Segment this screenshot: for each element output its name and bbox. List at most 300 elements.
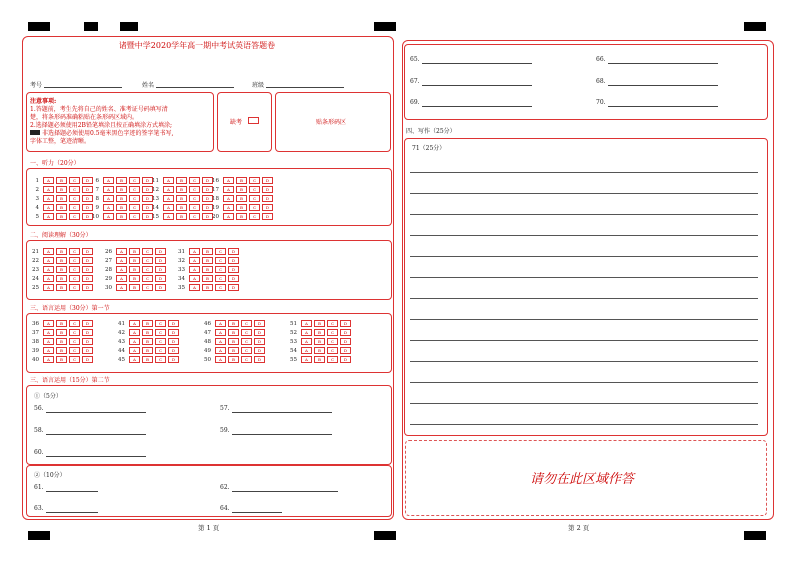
question-number: 7 (95, 187, 99, 193)
answer-line[interactable] (608, 63, 668, 64)
option-bubble-a[interactable]: A (129, 338, 140, 345)
writing-line[interactable] (410, 424, 758, 425)
option-bubble-c[interactable]: C (327, 338, 338, 345)
writing-line[interactable] (410, 340, 758, 341)
option-bubble-b[interactable]: B (202, 266, 213, 273)
answer-line-63[interactable] (46, 512, 98, 513)
option-bubble-d[interactable]: D (262, 195, 273, 202)
option-bubble-d[interactable]: D (82, 320, 93, 327)
option-bubble-b[interactable]: B (176, 195, 187, 202)
section-writing-title: 四、写作（25分） (406, 128, 456, 135)
answer-line[interactable] (422, 63, 482, 64)
option-bubble-d[interactable]: D (202, 195, 213, 202)
option-bubble-d[interactable]: D (254, 320, 265, 327)
option-bubble-b[interactable]: B (129, 275, 140, 282)
option-bubble-c[interactable]: C (129, 204, 140, 211)
option-bubble-d[interactable]: D (155, 248, 166, 255)
alignment-mark (84, 22, 98, 31)
option-bubble-c[interactable]: C (69, 338, 80, 345)
writing-item-label: 71（25分） (412, 145, 446, 152)
option-bubble-a[interactable]: A (223, 195, 234, 202)
option-bubble-c[interactable]: C (155, 347, 166, 354)
writing-line[interactable] (410, 361, 758, 362)
option-bubble-d[interactable]: D (155, 257, 166, 264)
option-bubble-b[interactable]: B (314, 320, 325, 327)
option-bubble-d[interactable]: D (82, 275, 93, 282)
option-bubble-a[interactable]: A (129, 356, 140, 363)
option-bubble-b[interactable]: B (314, 347, 325, 354)
question-row-54 (288, 347, 353, 354)
question-number: 19 (212, 205, 219, 211)
option-bubble-d[interactable]: D (262, 177, 273, 184)
option-bubble-c[interactable]: C (129, 177, 140, 184)
option-bubble-b[interactable]: B (202, 275, 213, 282)
option-bubble-b[interactable]: B (228, 347, 239, 354)
option-bubble-d[interactable]: D (168, 356, 179, 363)
option-bubble-a[interactable]: A (223, 204, 234, 211)
option-bubble-a[interactable]: A (43, 284, 54, 291)
option-bubble-d[interactable]: D (168, 347, 179, 354)
option-bubble-c[interactable]: C (69, 284, 80, 291)
option-bubble-d[interactable]: D (82, 329, 93, 336)
writing-line[interactable] (410, 172, 758, 173)
option-bubble-b[interactable]: B (56, 204, 67, 211)
option-bubble-b[interactable]: B (142, 356, 153, 363)
option-bubble-b[interactable]: B (56, 177, 67, 184)
option-bubble-c[interactable]: C (155, 338, 166, 345)
option-bubble-a[interactable]: A (163, 186, 174, 193)
fill-item-number: 57. (220, 405, 230, 412)
option-bubble-a[interactable]: A (103, 195, 114, 202)
option-bubble-a[interactable]: A (43, 329, 54, 336)
answer-line[interactable] (422, 85, 482, 86)
option-bubble-b[interactable]: B (202, 257, 213, 264)
option-bubble-d[interactable]: D (254, 356, 265, 363)
option-bubble-b[interactable]: B (142, 320, 153, 327)
writing-line[interactable] (410, 214, 758, 215)
option-bubble-d[interactable]: D (202, 204, 213, 211)
option-bubble-b[interactable]: B (116, 186, 127, 193)
option-bubble-d[interactable]: D (82, 186, 93, 193)
option-bubble-a[interactable]: A (116, 275, 127, 282)
subpart-2-label: ②（10分） (34, 472, 66, 479)
option-bubble-b[interactable]: B (56, 320, 67, 327)
question-number: 18 (212, 196, 219, 202)
option-bubble-c[interactable]: C (215, 275, 226, 282)
option-bubble-d[interactable]: D (82, 347, 93, 354)
answer-line[interactable] (480, 63, 532, 64)
option-bubble-b[interactable]: B (228, 320, 239, 327)
option-bubble-c[interactable]: C (129, 195, 140, 202)
option-bubble-c[interactable]: C (69, 195, 80, 202)
question-row-15 (150, 213, 215, 220)
field-label-class: 班级 (252, 82, 265, 89)
option-bubble-a[interactable]: A (129, 320, 140, 327)
option-bubble-c[interactable]: C (69, 213, 80, 220)
question-row-12 (150, 186, 215, 193)
option-bubble-b[interactable]: B (236, 195, 247, 202)
option-bubble-b[interactable]: B (176, 186, 187, 193)
option-bubble-a[interactable]: A (103, 186, 114, 193)
option-bubble-a[interactable]: A (163, 177, 174, 184)
option-bubble-a[interactable]: A (163, 195, 174, 202)
option-bubble-c[interactable]: C (155, 356, 166, 363)
option-bubble-c[interactable]: C (249, 204, 260, 211)
option-bubble-b[interactable]: B (56, 266, 67, 273)
option-bubble-c[interactable]: C (189, 186, 200, 193)
option-bubble-d[interactable]: D (340, 347, 351, 354)
question-number: 26 (105, 249, 112, 255)
option-bubble-d[interactable]: D (155, 275, 166, 282)
option-bubble-d[interactable]: D (228, 284, 239, 291)
option-bubble-a[interactable]: A (215, 347, 226, 354)
option-bubble-a[interactable]: A (43, 213, 54, 220)
option-bubble-b[interactable]: B (228, 338, 239, 345)
option-bubble-a[interactable]: A (215, 320, 226, 327)
answer-line-58[interactable] (46, 434, 146, 435)
option-bubble-c[interactable]: C (129, 186, 140, 193)
writing-line[interactable] (410, 298, 758, 299)
option-bubble-b[interactable]: B (236, 213, 247, 220)
question-row-31 (176, 248, 241, 255)
option-bubble-d[interactable]: D (228, 266, 239, 273)
option-bubble-d[interactable]: D (262, 213, 273, 220)
option-bubble-c[interactable]: C (215, 284, 226, 291)
option-bubble-a[interactable]: A (103, 213, 114, 220)
option-bubble-c[interactable]: C (241, 347, 252, 354)
option-bubble-a[interactable]: A (129, 329, 140, 336)
question-row-22 (30, 257, 95, 264)
option-bubble-c[interactable]: C (69, 329, 80, 336)
option-bubble-a[interactable]: A (116, 248, 127, 255)
answer-line[interactable] (608, 106, 668, 107)
option-bubble-b[interactable]: B (236, 186, 247, 193)
option-bubble-b[interactable]: B (56, 275, 67, 282)
option-bubble-d[interactable]: D (155, 266, 166, 273)
option-bubble-c[interactable]: C (215, 257, 226, 264)
option-bubble-b[interactable]: B (129, 266, 140, 273)
option-bubble-c[interactable]: C (69, 248, 80, 255)
option-bubble-a[interactable]: A (189, 284, 200, 291)
option-bubble-c[interactable]: C (241, 338, 252, 345)
option-bubble-d[interactable]: D (142, 204, 153, 211)
option-bubble-c[interactable]: C (215, 266, 226, 273)
option-bubble-a[interactable]: A (43, 338, 54, 345)
option-bubble-d[interactable]: D (142, 186, 153, 193)
option-bubble-b[interactable]: B (236, 177, 247, 184)
question-row-53 (288, 338, 353, 345)
option-bubble-b[interactable]: B (314, 329, 325, 336)
question-row-51 (288, 320, 353, 327)
question-number: 23 (32, 267, 39, 273)
option-bubble-a[interactable]: A (116, 257, 127, 264)
section-listening-title: 一、听力（20分） (30, 160, 80, 167)
option-bubble-d[interactable]: D (82, 213, 93, 220)
option-bubble-a[interactable]: A (43, 257, 54, 264)
option-bubble-b[interactable]: B (176, 177, 187, 184)
filled-example-mark (30, 130, 40, 135)
option-bubble-b[interactable]: B (228, 356, 239, 363)
option-bubble-d[interactable]: D (202, 186, 213, 193)
option-bubble-b[interactable]: B (129, 284, 140, 291)
option-bubble-a[interactable]: A (301, 338, 312, 345)
option-bubble-c[interactable]: C (69, 177, 80, 184)
option-bubble-a[interactable]: A (43, 320, 54, 327)
fill-item-number: 63. (34, 505, 44, 512)
question-number: 34 (178, 276, 185, 282)
option-bubble-c[interactable]: C (142, 275, 153, 282)
option-bubble-b[interactable]: B (176, 213, 187, 220)
option-bubble-d[interactable]: D (202, 213, 213, 220)
option-bubble-b[interactable]: B (56, 329, 67, 336)
question-number: 14 (152, 205, 159, 211)
answer-line-59[interactable] (232, 434, 332, 435)
option-bubble-d[interactable]: D (254, 338, 265, 345)
option-bubble-a[interactable]: A (189, 275, 200, 282)
option-bubble-b[interactable]: B (236, 204, 247, 211)
option-bubble-d[interactable]: D (228, 257, 239, 264)
option-bubble-d[interactable]: D (142, 177, 153, 184)
question-number: 32 (178, 258, 185, 264)
option-bubble-d[interactable]: D (254, 329, 265, 336)
answer-line-57[interactable] (232, 412, 332, 413)
option-bubble-a[interactable]: A (163, 204, 174, 211)
option-bubble-b[interactable]: B (228, 329, 239, 336)
answer-line[interactable] (666, 63, 718, 64)
option-bubble-d[interactable]: D (340, 320, 351, 327)
option-bubble-c[interactable]: C (249, 195, 260, 202)
option-bubble-a[interactable]: A (43, 356, 54, 363)
option-bubble-d[interactable]: D (340, 356, 351, 363)
alignment-mark (374, 531, 396, 540)
option-bubble-d[interactable]: D (262, 186, 273, 193)
writing-line[interactable] (410, 319, 758, 320)
option-bubble-d[interactable]: D (82, 338, 93, 345)
question-number: 49 (204, 348, 211, 354)
answer-line[interactable] (480, 106, 532, 107)
option-bubble-a[interactable]: A (301, 347, 312, 354)
answer-line-60[interactable] (46, 456, 146, 457)
answer-line-64[interactable] (232, 512, 282, 513)
class-line[interactable] (266, 87, 344, 88)
writing-line[interactable] (410, 193, 758, 194)
question-number: 4 (35, 205, 39, 211)
option-bubble-d[interactable]: D (82, 266, 93, 273)
option-bubble-c[interactable]: C (69, 186, 80, 193)
option-bubble-c[interactable]: C (69, 347, 80, 354)
option-bubble-b[interactable]: B (129, 248, 140, 255)
option-bubble-d[interactable]: D (82, 195, 93, 202)
option-bubble-a[interactable]: A (43, 195, 54, 202)
question-row-18 (210, 195, 275, 202)
option-bubble-b[interactable]: B (116, 204, 127, 211)
option-bubble-a[interactable]: A (215, 338, 226, 345)
question-number: 6 (95, 178, 99, 184)
option-bubble-c[interactable]: C (142, 257, 153, 264)
question-row-28 (103, 266, 168, 273)
option-bubble-d[interactable]: D (340, 329, 351, 336)
answer-line[interactable] (608, 85, 668, 86)
option-bubble-b[interactable]: B (314, 338, 325, 345)
option-bubble-c[interactable]: C (189, 213, 200, 220)
option-bubble-c[interactable]: C (241, 329, 252, 336)
answer-line-56[interactable] (46, 412, 146, 413)
option-bubble-d[interactable]: D (82, 248, 93, 255)
option-bubble-a[interactable]: A (223, 177, 234, 184)
question-row-35 (176, 284, 241, 291)
option-bubble-d[interactable]: D (155, 284, 166, 291)
option-bubble-a[interactable]: A (43, 204, 54, 211)
option-bubble-a[interactable]: A (43, 275, 54, 282)
answer-line-61[interactable] (46, 491, 98, 492)
option-bubble-a[interactable]: A (189, 248, 200, 255)
option-bubble-c[interactable]: C (69, 356, 80, 363)
option-bubble-c[interactable]: C (249, 186, 260, 193)
writing-line[interactable] (410, 403, 758, 404)
question-number: 13 (152, 196, 159, 202)
name-line[interactable] (156, 87, 234, 88)
option-bubble-c[interactable]: C (327, 320, 338, 327)
option-bubble-c[interactable]: C (249, 213, 260, 220)
option-bubble-a[interactable]: A (223, 213, 234, 220)
option-bubble-c[interactable]: C (249, 177, 260, 184)
option-bubble-a[interactable]: A (43, 177, 54, 184)
option-bubble-c[interactable]: C (327, 356, 338, 363)
option-bubble-c[interactable]: C (215, 248, 226, 255)
option-bubble-a[interactable]: A (301, 329, 312, 336)
exam-number-line[interactable] (44, 87, 122, 88)
option-bubble-b[interactable]: B (142, 347, 153, 354)
option-bubble-b[interactable]: B (116, 177, 127, 184)
option-bubble-c[interactable]: C (189, 204, 200, 211)
option-bubble-a[interactable]: A (189, 266, 200, 273)
option-bubble-c[interactable]: C (69, 320, 80, 327)
option-bubble-d[interactable]: D (82, 204, 93, 211)
option-bubble-a[interactable]: A (103, 177, 114, 184)
option-bubble-d[interactable]: D (168, 320, 179, 327)
option-bubble-b[interactable]: B (56, 213, 67, 220)
answer-line-62[interactable] (232, 491, 338, 492)
writing-line[interactable] (410, 256, 758, 257)
writing-line[interactable] (410, 382, 758, 383)
notice-line: 楚，将条形码准确粘贴在条形码区域内。 (30, 114, 139, 121)
option-bubble-d[interactable]: D (82, 257, 93, 264)
option-bubble-b[interactable]: B (142, 338, 153, 345)
option-bubble-c[interactable]: C (327, 347, 338, 354)
option-bubble-b[interactable]: B (56, 195, 67, 202)
option-bubble-a[interactable]: A (43, 186, 54, 193)
option-bubble-c[interactable]: C (129, 213, 140, 220)
answer-line[interactable] (422, 106, 482, 107)
option-bubble-c[interactable]: C (241, 320, 252, 327)
question-number: 40 (32, 357, 39, 363)
subpart-1-label: ①（5分） (34, 393, 62, 400)
answer-line[interactable] (480, 85, 532, 86)
option-bubble-a[interactable]: A (116, 284, 127, 291)
option-bubble-b[interactable]: B (56, 284, 67, 291)
option-bubble-c[interactable]: C (241, 356, 252, 363)
option-bubble-d[interactable]: D (228, 275, 239, 282)
option-bubble-b[interactable]: B (142, 329, 153, 336)
option-bubble-a[interactable]: A (43, 347, 54, 354)
option-bubble-b[interactable]: B (202, 284, 213, 291)
option-bubble-c[interactable]: C (327, 329, 338, 336)
option-bubble-c[interactable]: C (155, 320, 166, 327)
option-bubble-b[interactable]: B (116, 213, 127, 220)
option-bubble-c[interactable]: C (69, 266, 80, 273)
option-bubble-b[interactable]: B (56, 248, 67, 255)
option-bubble-d[interactable]: D (142, 213, 153, 220)
option-bubble-d[interactable]: D (228, 248, 239, 255)
option-bubble-a[interactable]: A (215, 356, 226, 363)
answer-line[interactable] (666, 85, 718, 86)
option-bubble-d[interactable]: D (82, 177, 93, 184)
option-bubble-a[interactable]: A (103, 204, 114, 211)
option-bubble-a[interactable]: A (43, 248, 54, 255)
answer-line[interactable] (666, 106, 718, 107)
question-number: 53 (290, 339, 297, 345)
option-bubble-b[interactable]: B (56, 347, 67, 354)
option-bubble-b[interactable]: B (314, 356, 325, 363)
option-bubble-d[interactable]: D (340, 338, 351, 345)
option-bubble-b[interactable]: B (56, 356, 67, 363)
option-bubble-a[interactable]: A (301, 320, 312, 327)
option-bubble-a[interactable]: A (301, 356, 312, 363)
option-bubble-b[interactable]: B (56, 186, 67, 193)
option-bubble-b[interactable]: B (116, 195, 127, 202)
question-row-42 (116, 329, 181, 336)
option-bubble-c[interactable]: C (189, 195, 200, 202)
option-bubble-b[interactable]: B (202, 248, 213, 255)
option-bubble-a[interactable]: A (223, 186, 234, 193)
option-bubble-c[interactable]: C (69, 257, 80, 264)
option-bubble-d[interactable]: D (202, 177, 213, 184)
option-bubble-d[interactable]: D (82, 356, 93, 363)
option-bubble-a[interactable]: A (129, 347, 140, 354)
question-row-20 (210, 213, 275, 220)
option-bubble-b[interactable]: B (176, 204, 187, 211)
option-bubble-b[interactable]: B (129, 257, 140, 264)
option-bubble-d[interactable]: D (142, 195, 153, 202)
option-bubble-b[interactable]: B (56, 338, 67, 345)
option-bubble-d[interactable]: D (254, 347, 265, 354)
option-bubble-d[interactable]: D (82, 284, 93, 291)
option-bubble-c[interactable]: C (142, 284, 153, 291)
notice-title: 注意事项: (30, 98, 57, 105)
fill-item-number: 70. (596, 99, 606, 106)
option-bubble-a[interactable]: A (215, 329, 226, 336)
option-bubble-c[interactable]: C (142, 248, 153, 255)
option-bubble-c[interactable]: C (69, 204, 80, 211)
option-bubble-c[interactable]: C (189, 177, 200, 184)
writing-line[interactable] (410, 235, 758, 236)
question-number: 29 (105, 276, 112, 282)
option-bubble-a[interactable]: A (189, 257, 200, 264)
option-bubble-a[interactable]: A (163, 213, 174, 220)
option-bubble-c[interactable]: C (155, 329, 166, 336)
option-bubble-d[interactable]: D (262, 204, 273, 211)
absent-checkbox[interactable] (248, 117, 259, 124)
option-bubble-a[interactable]: A (116, 266, 127, 273)
option-bubble-b[interactable]: B (56, 257, 67, 264)
option-bubble-c[interactable]: C (69, 275, 80, 282)
notice-line: 字体工整，笔迹清晰。 (30, 138, 91, 145)
option-bubble-c[interactable]: C (142, 266, 153, 273)
writing-line[interactable] (410, 277, 758, 278)
option-bubble-d[interactable]: D (168, 338, 179, 345)
option-bubble-a[interactable]: A (43, 266, 54, 273)
option-bubble-d[interactable]: D (168, 329, 179, 336)
